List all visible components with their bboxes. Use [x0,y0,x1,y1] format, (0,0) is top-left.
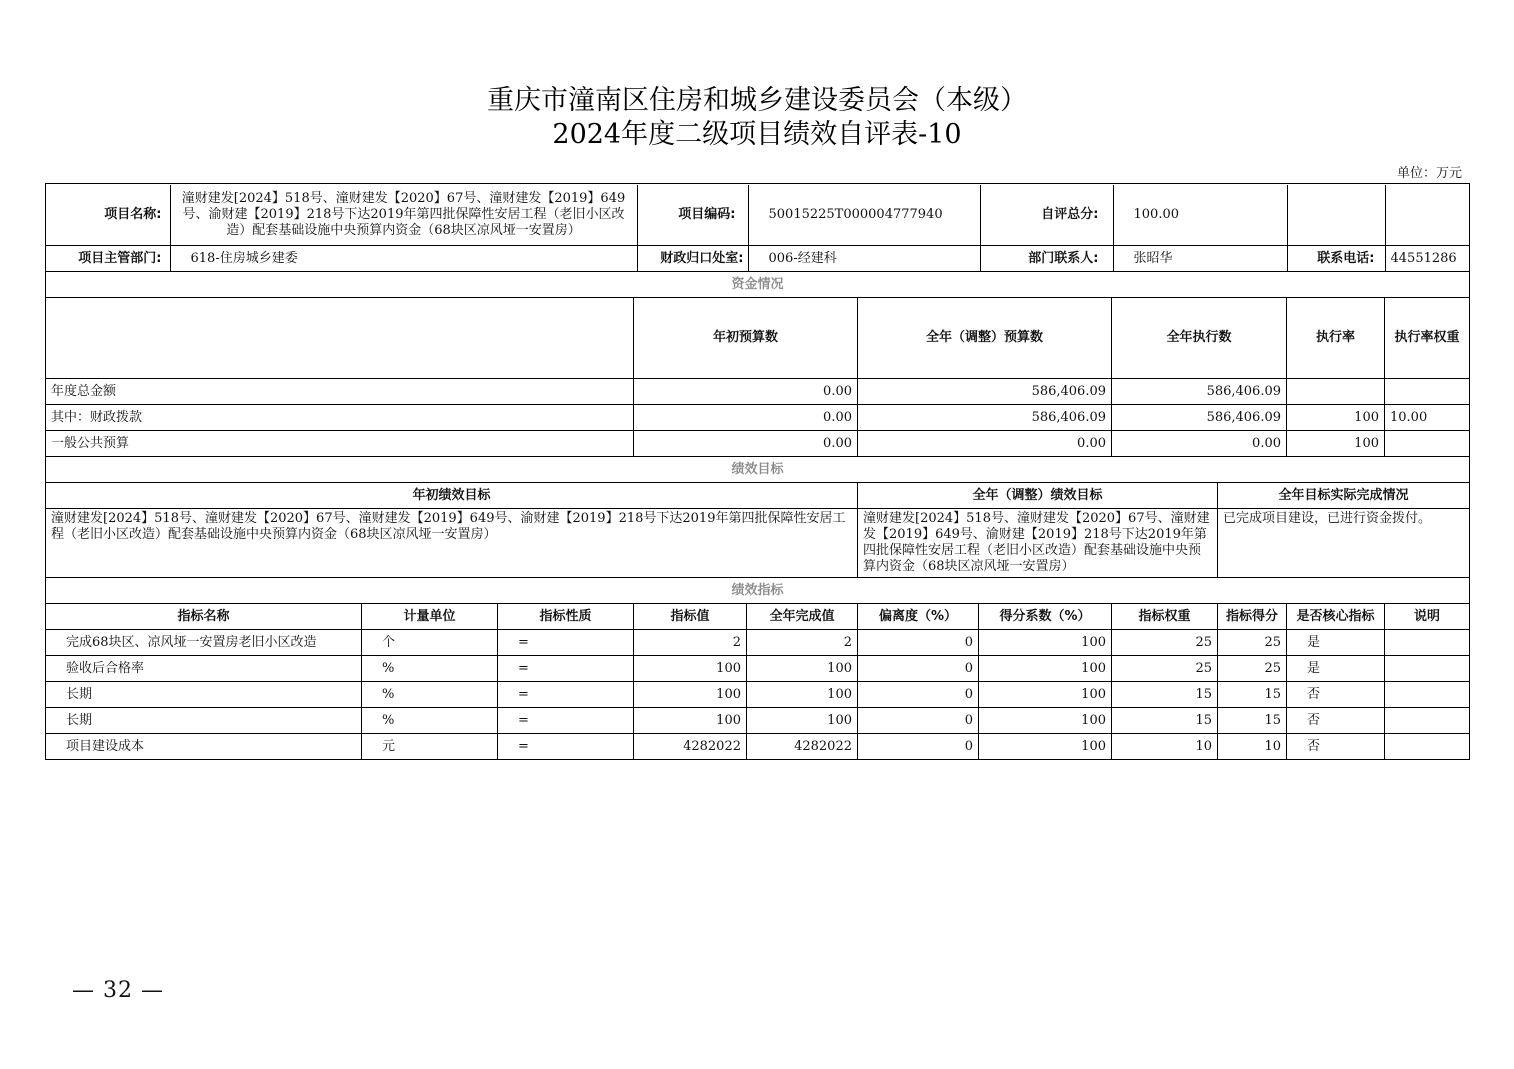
ind-done: 100 [747,682,858,708]
goals-header-initial: 年初绩效目标 [46,483,858,509]
page-title-line-1: 重庆市潼南区住房和城乡建设委员会（本级） [487,85,1027,116]
funds-row-rate: 100 [1287,431,1385,457]
phone-label: 联系电话: [1287,246,1385,271]
ind-header-note: 说明 [1385,604,1470,630]
empty-cell [46,298,634,379]
ind-unit: 元 [362,734,498,760]
ind-nature: = [498,656,634,682]
ind-unit: % [362,656,498,682]
ind-weight: 15 [1112,682,1218,708]
goals-adjusted-text: 潼财建发[2024】518号、潼财建发【2020】67号、潼财建发【2019】649号、渝财建【2019】218号下达2019年第四批保障性安居工程（老旧小区改造）配套基础设施中央预算内资金（68块区凉风垭一安置房） [858,509,1218,578]
ind-note [1385,734,1470,760]
funds-header-row [46,298,1470,379]
project-dept-row [46,246,1470,272]
ind-deviation: 0 [858,630,979,656]
ind-header-core: 是否核心指标 [1287,604,1385,630]
ind-deviation: 0 [858,708,979,734]
indicator-row [46,630,1470,656]
goals-header-row [46,483,1470,509]
funds-header-adjusted: 全年（调整）预算数 [858,298,1112,379]
self-score-label: 自评总分: [980,185,1113,245]
funds-row-adjusted: 586,406.09 [858,405,1112,431]
funds-header-initial: 年初预算数 [634,298,858,379]
funds-row-initial: 0.00 [634,431,858,457]
funds-row [46,431,1470,457]
ind-header-nature: 指标性质 [498,604,634,630]
funds-row-initial: 0.00 [634,405,858,431]
ind-header-name: 指标名称 [46,604,362,630]
funds-row-weight [1385,379,1470,405]
funds-row-name: 一般公共预算 [46,431,634,457]
ind-coefficient: 100 [979,630,1112,656]
evaluation-table [45,183,1470,760]
indicators-section-title: 绩效指标 [46,578,1470,604]
finance-office-value: 006-经建科 [748,246,980,271]
funds-row-adjusted: 586,406.09 [858,379,1112,405]
ind-header-deviation: 偏离度（%） [858,604,979,630]
phone-value: 44551286 [1390,250,1457,266]
ind-name: 完成68块区、凉风垭一安置房老旧小区改造 [46,630,362,656]
page-title-line-2: 2024年度二级项目绩效自评表-10 [552,119,962,150]
dept-label: 项目主管部门: [46,246,170,271]
goals-content-row [46,509,1470,578]
goals-header-actual: 全年目标实际完成情况 [1218,483,1470,509]
ind-core: 是 [1287,656,1385,682]
ind-header-score: 指标得分 [1218,604,1287,630]
page-number: — 32 — [72,978,164,1003]
ind-done: 4282022 [747,734,858,760]
ind-coefficient: 100 [979,734,1112,760]
ind-done: 100 [747,708,858,734]
ind-weight: 15 [1112,708,1218,734]
contact-value: 张昭华 [1113,246,1287,271]
ind-score: 15 [1218,708,1287,734]
ind-nature: = [498,708,634,734]
indicator-row [46,682,1470,708]
funds-row-name: 其中：财政拨款 [46,405,634,431]
ind-deviation: 0 [858,682,979,708]
project-name-value: 潼财建发[2024】518号、潼财建发【2020】67号、潼财建发【2019】649号、渝财建【2019】218号下达2019年第四批保障性安居工程（老旧小区改造）配套基础设施中央预算内资金（68块区凉风垭一安置房） [170,185,637,245]
ind-done: 100 [747,656,858,682]
indicator-row [46,656,1470,682]
ind-target: 100 [634,656,747,682]
empty-cell [1287,185,1385,245]
ind-core: 否 [1287,734,1385,760]
funds-row [46,379,1470,405]
ind-note [1385,708,1470,734]
funds-header-executed: 全年执行数 [1112,298,1287,379]
ind-unit: 个 [362,630,498,656]
ind-nature: = [498,682,634,708]
empty-cell [1385,185,1470,245]
self-score-value: 100.00 [1113,185,1287,245]
ind-core: 是 [1287,630,1385,656]
ind-header-target: 指标值 [634,604,747,630]
ind-name: 长期 [46,708,362,734]
ind-header-unit: 计量单位 [362,604,498,630]
project-code-label: 项目编码: [637,185,748,245]
funds-row-weight: 10.00 [1385,405,1470,431]
funds-row-initial: 0.00 [634,379,858,405]
indicators-header-row [46,604,1470,630]
indicators-section-row [46,578,1470,604]
contact-label: 部门联系人: [980,246,1113,271]
ind-note [1385,630,1470,656]
funds-section-title: 资金情况 [46,272,1470,298]
ind-score: 10 [1218,734,1287,760]
ind-header-weight: 指标权重 [1112,604,1218,630]
funds-header-rate: 执行率 [1287,298,1385,379]
ind-score: 25 [1218,656,1287,682]
ind-target: 4282022 [634,734,747,760]
ind-done: 2 [747,630,858,656]
goals-section-row [46,457,1470,483]
funds-row-weight [1385,431,1470,457]
indicator-row [46,734,1470,760]
ind-nature: = [498,734,634,760]
ind-coefficient: 100 [979,682,1112,708]
unit-label: 单位：万元 [1396,166,1462,181]
project-name-row [46,184,1470,246]
funds-row [46,405,1470,431]
goals-header-adjusted: 全年（调整）绩效目标 [858,483,1218,509]
ind-coefficient: 100 [979,656,1112,682]
ind-deviation: 0 [858,656,979,682]
ind-name: 验收后合格率 [46,656,362,682]
funds-row-executed: 586,406.09 [1112,379,1287,405]
ind-deviation: 0 [858,734,979,760]
ind-header-done: 全年完成值 [747,604,858,630]
ind-core: 否 [1287,708,1385,734]
funds-row-rate [1287,379,1385,405]
ind-unit: % [362,708,498,734]
funds-row-rate: 100 [1287,405,1385,431]
ind-target: 2 [634,630,747,656]
ind-score: 15 [1218,682,1287,708]
ind-weight: 25 [1112,656,1218,682]
ind-note [1385,682,1470,708]
ind-score: 25 [1218,630,1287,656]
ind-weight: 10 [1112,734,1218,760]
ind-header-coefficient: 得分系数（%） [979,604,1112,630]
funds-row-name: 年度总金额 [46,379,634,405]
funds-row-executed: 0.00 [1112,431,1287,457]
finance-office-label: 财政归口处室: [637,246,748,271]
goals-actual-text: 已完成项目建设，已进行资金拨付。 [1218,509,1470,578]
funds-row-executed: 586,406.09 [1112,405,1287,431]
ind-coefficient: 100 [979,708,1112,734]
ind-core: 否 [1287,682,1385,708]
ind-note [1385,656,1470,682]
dept-value: 618-住房城乡建委 [170,246,637,271]
ind-nature: = [498,630,634,656]
funds-section-row [46,272,1470,298]
ind-weight: 25 [1112,630,1218,656]
funds-row-adjusted: 0.00 [858,431,1112,457]
goals-initial-text: 潼财建发[2024】518号、潼财建发【2020】67号、潼财建发【2019】649号、渝财建【2019】218号下达2019年第四批保障性安居工程（老旧小区改造）配套基础设施中央预算内资金（68块区凉风垭一安置房） [46,509,858,578]
funds-header-weight: 执行率权重 [1385,298,1470,379]
ind-name: 项目建设成本 [46,734,362,760]
indicator-row [46,708,1470,734]
ind-name: 长期 [46,682,362,708]
ind-unit: % [362,682,498,708]
goals-section-title: 绩效目标 [46,457,1470,483]
project-code-value: 50015225T000004777940 [748,185,980,245]
ind-target: 100 [634,682,747,708]
project-name-label: 项目名称: [46,185,170,245]
ind-target: 100 [634,708,747,734]
